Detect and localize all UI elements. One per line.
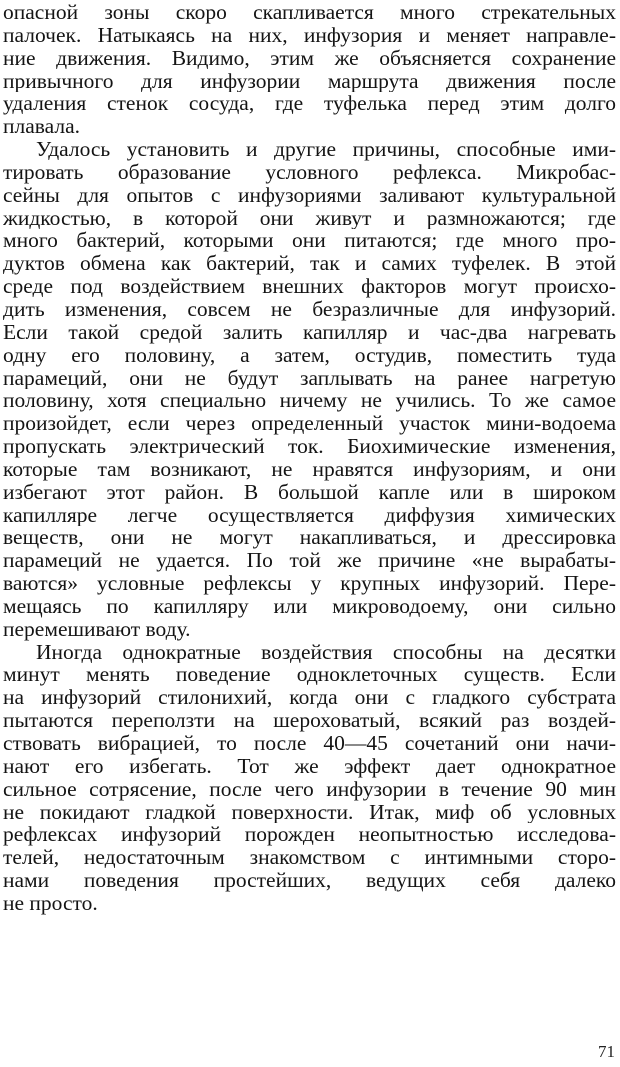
text-line: тировать образование условного рефлекса. Микробас- — [3, 160, 616, 184]
text-line: сильное сотрясение, после чего инфузории в течение 90 мин — [3, 777, 616, 801]
text-line: пропускать электрический ток. Биохимические изменения, — [3, 435, 616, 458]
text-line: избегают этот район. В большой капле или в широком — [3, 480, 616, 504]
text-line: нами поведения простейших, ведущих себя далеко — [3, 869, 616, 892]
text-line: ваются» условные рефлексы у крупных инфузорий. Пере- — [3, 572, 616, 595]
text-line: жидкостью, в которой они живут и размножаются; где — [3, 206, 616, 230]
page-number: 71 — [598, 1042, 615, 1061]
text-line: произойдет, если через определенный участок мини-водоема — [3, 412, 616, 436]
text-line: Если такой средой залить капилляр и час-два нагревать — [3, 320, 616, 344]
text-line: не просто. — [3, 891, 98, 915]
text-line: удаления стенок сосуда, где туфелька перед этим долго — [3, 92, 616, 116]
paragraph-first-line: Иногда однократные воздействия способны на десятки — [36, 640, 616, 664]
text-line: веществ, они не могут накапливаться, и дрессировка — [3, 526, 616, 550]
text-line: опасной зоны скоро скапливается много стрекательных — [3, 1, 616, 24]
text-line: одну его половину, а затем, остудив, поместить туда — [3, 343, 616, 367]
text-line: на инфузорий стилонихий, когда они с гладкого субстрата — [3, 686, 616, 710]
text-line: рефлексах инфузорий порожден неопытностью исследова- — [3, 823, 616, 847]
text-line: минут менять поведение одноклеточных существ. Если — [3, 663, 616, 687]
text-line: плавала. — [3, 115, 81, 139]
text-line: которые там возникают, не нравятся инфузориям, и они — [3, 457, 616, 481]
text-line: половину, хотя специально ничему не учились. То же самое — [3, 389, 616, 413]
text-line: пытаются переползти на шероховатый, всякий раз воздей- — [3, 709, 616, 732]
text-line: дуктов обмена как бактерий, так и самих туфелек. В этой — [3, 252, 616, 276]
text-line: среде под воздействием внешних факторов могут происхо- — [3, 275, 616, 298]
paragraph-first-line: Удалось установить и другие причины, способные ими- — [36, 138, 616, 161]
text-line: палочек. Натыкаясь на них, инфузория и меняет направле- — [3, 23, 616, 47]
text-line: много бактерий, которыми они питаются; где много про- — [3, 229, 616, 253]
text-line: ние движения. Видимо, этим же объясняется сохранение — [3, 46, 616, 70]
text-line: не покидают гладкой поверхности. Итак, миф об условных — [3, 800, 616, 824]
text-line: нают его избегать. Тот же эффект дает однократное — [3, 754, 616, 778]
body-text — [3, 1, 616, 915]
text-line: привычного для инфузории маршрута движения после — [3, 69, 616, 93]
text-line: парамеций, они не будут заплывать на ранее нагретую — [3, 366, 616, 390]
text-line: перемешивают воду. — [3, 617, 191, 641]
text-line: мещаясь по капилляру или микроводоему, они сильно — [3, 594, 616, 618]
text-line: сейны для опытов с инфузориями заливают культуральной — [3, 183, 616, 207]
text-line: телей, недостаточным знакомством с интимными сторо- — [3, 846, 616, 870]
text-line: парамеций не удается. По той же причине «не вырабаты- — [3, 549, 616, 573]
text-line: ствовать вибрацией, то после 40—45 сочетаний они начи- — [3, 732, 616, 755]
text-line: капилляре легче осуществляется диффузия химических — [3, 503, 616, 527]
text-line: дить изменения, совсем не безразличные для инфузорий. — [3, 297, 616, 321]
